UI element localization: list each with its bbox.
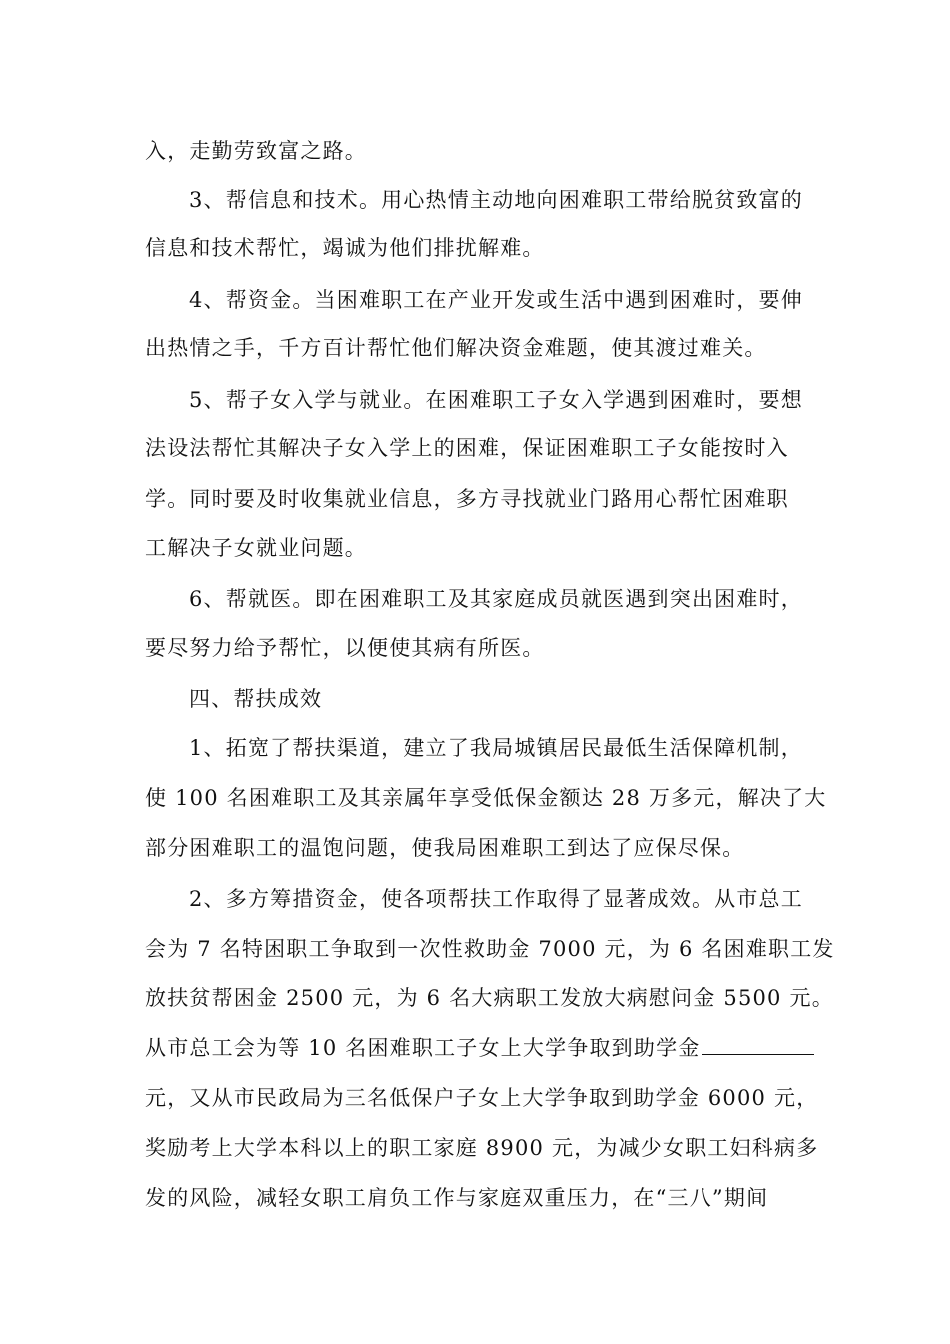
text-line: 元，又从市民政局为三名低保户子女上大学争取到助学金 6000 元， — [145, 1086, 819, 1110]
text-line: 入，走勤劳致富之路。 — [145, 139, 367, 163]
text-line: 5、帮子女入学与就业。在困难职工子女入学遇到困难时，要想 — [189, 388, 803, 412]
text-line: 信息和技术帮忙，竭诚为他们排扰解难。 — [145, 236, 545, 260]
text-line: 6、帮就医。即在困难职工及其家庭成员就医遇到突出困难时， — [189, 587, 803, 611]
text-line: 2、多方筹措资金，使各项帮扶工作取得了显著成效。从市总工 — [189, 887, 803, 911]
text-line: 1、拓宽了帮扶渠道，建立了我局城镇居民最低生活保障机制， — [189, 736, 803, 760]
text-line: 学。同时要及时收集就业信息，多方寻找就业门路用心帮忙困难职 — [145, 487, 789, 511]
text-line: 会为 7 名特困职工争取到一次性救助金 7000 元，为 6 名困难职工发 — [145, 937, 835, 961]
text-line: 4、帮资金。当困难职工在产业开发或生活中遇到困难时，要伸 — [189, 288, 803, 312]
text-line: 3、帮信息和技术。用心热情主动地向困难职工带给脱贫致富的 — [189, 188, 803, 212]
text-line: 发的风险，减轻女职工肩负工作与家庭双重压力，在“三八”期间 — [145, 1186, 769, 1210]
text-line: 放扶贫帮困金 2500 元，为 6 名大病职工发放大病慰问金 5500 元。 — [145, 986, 834, 1010]
text-line: 法设法帮忙其解决子女入学上的困难，保证困难职工子女能按时入 — [145, 436, 789, 460]
section-heading: 四、帮扶成效 — [189, 687, 323, 711]
text-line: 工解决子女就业问题。 — [145, 536, 367, 560]
text-line: 奖励考上大学本科以上的职工家庭 8900 元，为减少女职工妇科病多 — [145, 1136, 819, 1160]
fill-in-blank — [702, 1034, 814, 1055]
text-line: 要尽努力给予帮忙，以便使其病有所医。 — [145, 636, 545, 660]
text-line: 出热情之手，千方百计帮忙他们解决资金难题，使其渡过难关。 — [145, 336, 767, 360]
text-line: 部分困难职工的温饱问题，使我局困难职工到达了应保尽保。 — [145, 836, 745, 860]
text-line: 使 100 名困难职工及其亲属年享受低保金额达 28 万多元，解决了大 — [145, 786, 827, 810]
text-line-with-blank — [145, 1033, 814, 1063]
text-segment: 从市总工会为等 10 名困难职工子女上大学争取到助学金 — [145, 1036, 701, 1060]
